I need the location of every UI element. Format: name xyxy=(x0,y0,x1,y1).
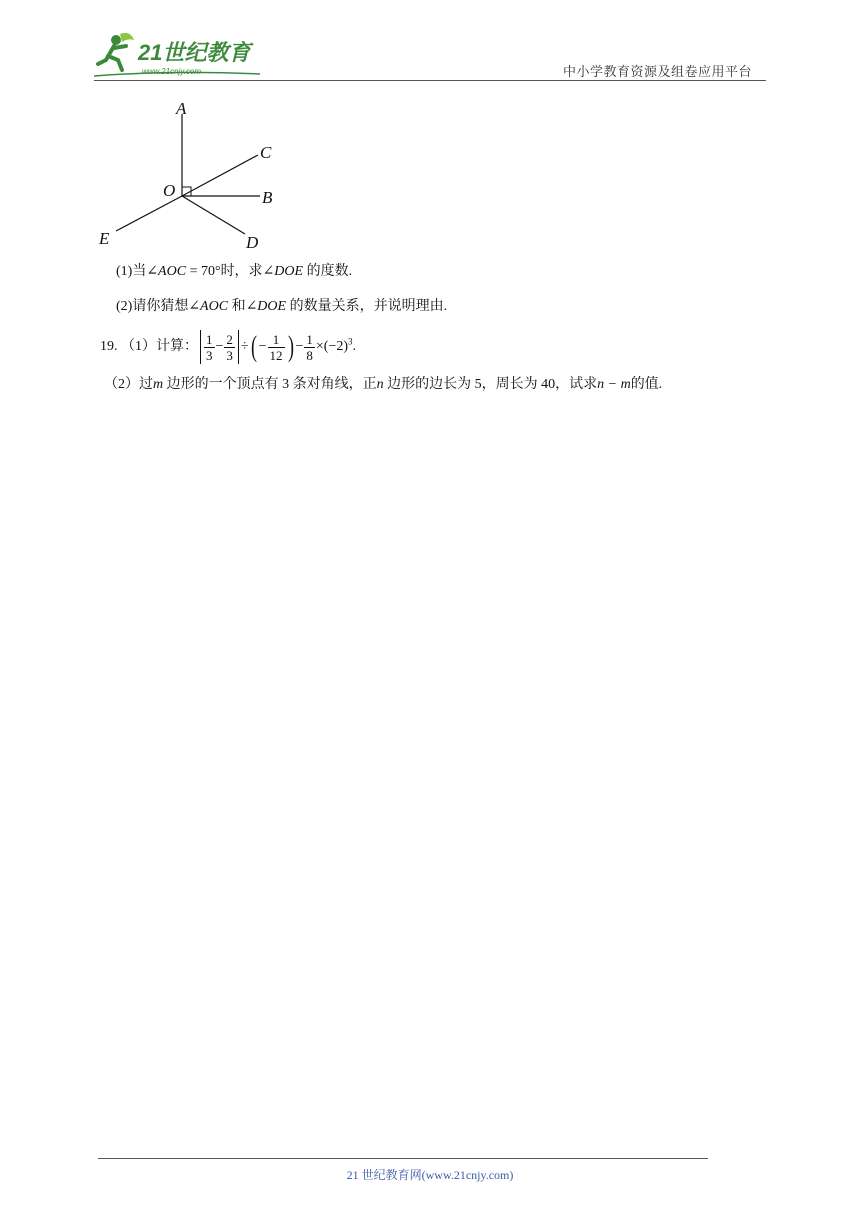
label-b: B xyxy=(262,188,273,207)
q19b-var-n: n xyxy=(376,377,384,392)
label-e: E xyxy=(99,229,110,248)
fraction-1: $\frac{1}{3}$ xyxy=(206,331,213,363)
q2-prefix: (2)请你猜想 xyxy=(116,299,189,314)
divide-sign: ÷ xyxy=(240,339,249,354)
q19b-var-m: m xyxy=(153,377,164,392)
angle-figure xyxy=(90,92,290,257)
q19b-prefix: （2）过 xyxy=(104,377,153,392)
paren-left: ( xyxy=(250,330,257,363)
minus-2: − xyxy=(295,339,304,354)
q19-part1-label: （1）计算： xyxy=(121,339,198,354)
header-divider xyxy=(94,80,766,81)
q1-suffix: 的度数. xyxy=(306,264,353,279)
abs-bar-left xyxy=(200,330,201,364)
fraction-3: $\frac{1}{12}$ xyxy=(269,331,283,363)
label-c: C xyxy=(260,143,272,162)
footer-divider xyxy=(98,1158,708,1159)
abs-bar-right xyxy=(238,330,239,364)
q19b-text-3: 的值. xyxy=(630,377,663,392)
q19-end: . xyxy=(352,339,357,354)
ray-oc xyxy=(182,155,258,196)
ray-oe xyxy=(116,196,182,231)
q1-eq: = 70° xyxy=(186,264,221,279)
question-1 xyxy=(116,262,352,282)
runner-icon xyxy=(98,33,134,70)
label-d: D xyxy=(246,233,259,252)
footer-site-link[interactable]: 21 世纪教育网(www.21cnjy.com) xyxy=(346,1168,514,1182)
q1-angle2: ∠DOE xyxy=(262,264,304,279)
power-exponent: 3 xyxy=(348,336,353,347)
question-19-part2 xyxy=(104,375,662,395)
q1-mid: 时，求 xyxy=(220,264,263,279)
times-term: ×(−2) xyxy=(315,339,349,354)
q19b-text-1: 边形的一个顶点有 3 条对角线，正 xyxy=(163,377,377,392)
q19b-expr: n − m xyxy=(597,377,631,392)
ray-od xyxy=(182,196,245,234)
q1-angle: ∠AOC xyxy=(146,264,187,279)
q2-suffix: 的数量关系，并说明理由. xyxy=(286,299,448,314)
paren-right: ) xyxy=(287,330,294,363)
q19-number: 19. xyxy=(100,339,118,354)
q2-angle: ∠AOC xyxy=(188,299,229,314)
q2-angle2: ∠DOE xyxy=(245,299,287,314)
label-o: O xyxy=(163,181,176,200)
q1-prefix: (1)当 xyxy=(116,264,147,279)
question-19-part1 xyxy=(100,330,356,366)
q19b-text-2: 边形的边长为 5，周长为 40，试求 xyxy=(383,377,598,392)
site-logo xyxy=(94,30,264,80)
fraction-2: $\frac{2}{3}$ xyxy=(226,331,233,363)
neg-sign: − xyxy=(258,339,267,354)
minus-1: − xyxy=(215,339,224,354)
q2-mid: 和 xyxy=(228,299,246,314)
question-2 xyxy=(116,297,447,317)
header-platform-title: 中小学教育资源及组卷应用平台 xyxy=(562,64,752,79)
label-a: A xyxy=(176,99,187,118)
fraction-4: $\frac{1}{8}$ xyxy=(306,331,313,363)
logo-url: www.21cnjy.com xyxy=(142,67,201,76)
logo-text: 21世纪教育 xyxy=(138,40,251,65)
